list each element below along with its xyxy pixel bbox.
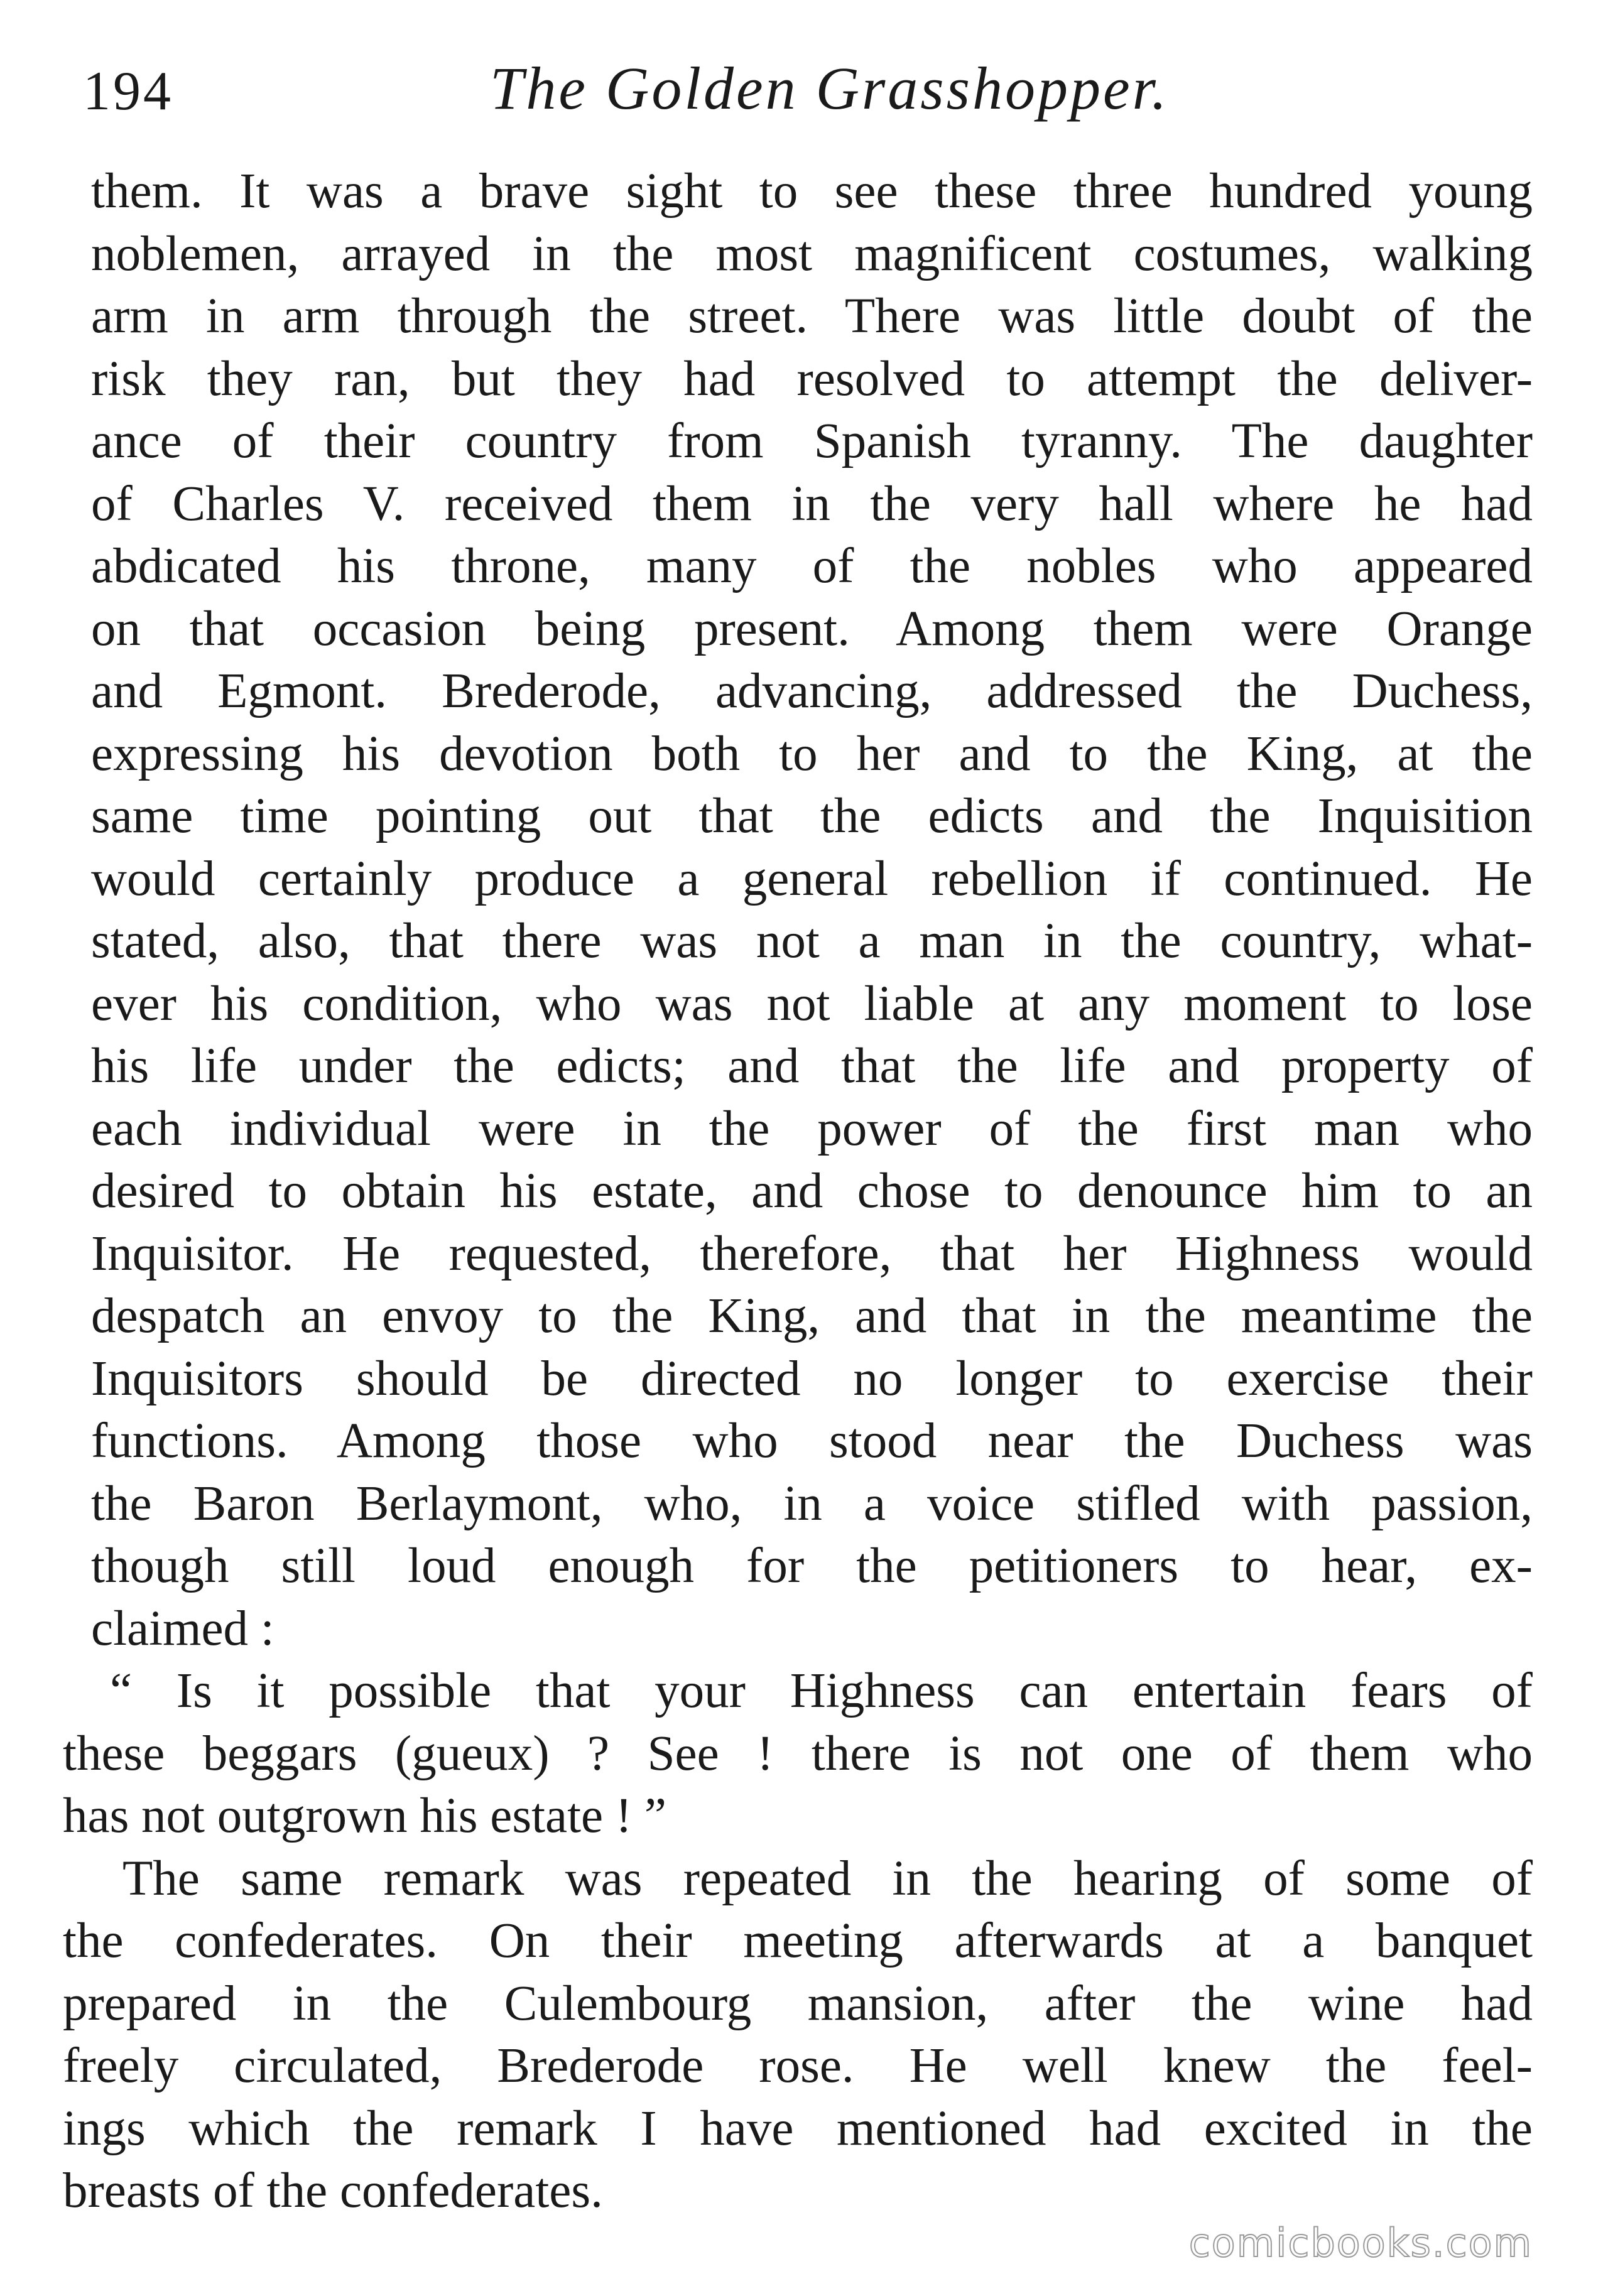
- text-line: prepared in the Culembourg mansion, after the wine had: [63, 1976, 1533, 2031]
- text-line: same time pointing out that the edicts and the Inquisition: [91, 789, 1533, 843]
- text-line: Inquisitor. He requested, therefore, that her Highness would: [91, 1226, 1533, 1281]
- text-line: ings which the remark I have mentioned had excited in the: [63, 2101, 1533, 2156]
- text-line: Inquisitors should be directed no longer to exercise their: [91, 1351, 1533, 1406]
- running-title: The Golden Grasshopper.: [490, 55, 1170, 122]
- text-line: on that occasion being present. Among them were Orange: [91, 601, 1533, 656]
- text-line: stated, also, that there was not a man in the country, what-: [91, 914, 1533, 968]
- paragraph-2-quote: [63, 1660, 1533, 1848]
- text-line: and Egmont. Brederode, advancing, addressed the Duchess,: [91, 664, 1533, 718]
- text-line: expressing his devotion both to her and to the King, at the: [91, 726, 1533, 781]
- text-line: the Baron Berlaymont, who, in a voice stifled with passion,: [91, 1476, 1533, 1531]
- body-text: [63, 160, 1533, 2223]
- text-line: his life under the edicts; and that the life and property of: [91, 1039, 1533, 1093]
- paragraph-1: [63, 160, 1533, 1660]
- text-line: breasts of the confederates.: [63, 2163, 603, 2218]
- text-line: desired to obtain his estate, and chose to denounce him to an: [91, 1164, 1533, 1218]
- page-header: [0, 47, 1608, 141]
- text-line: arm in arm through the street. There was little doubt of the: [91, 289, 1533, 344]
- paragraph-3: [63, 1848, 1533, 2223]
- text-line: of Charles V. received them in the very hall where he had: [91, 476, 1533, 531]
- text-line: abdicated his throne, many of the nobles who appeared: [91, 539, 1533, 593]
- text-line: risk they ran, but they had resolved to attempt the deliver-: [91, 351, 1533, 406]
- text-line: ance of their country from Spanish tyranny. The daughter: [91, 414, 1533, 468]
- text-line: despatch an envoy to the King, and that in the meantime the: [91, 1289, 1533, 1343]
- text-line: the confederates. On their meeting afterwards at a banquet: [63, 1914, 1533, 1968]
- text-line: freely circulated, Brederode rose. He well knew the feel-: [63, 2039, 1533, 2093]
- text-line: each individual were in the power of the first man who: [91, 1101, 1533, 1156]
- text-line: functions. Among those who stood near the Duchess was: [91, 1414, 1533, 1468]
- text-line: claimed :: [91, 1601, 274, 1656]
- watermark-logo: comicbooks.com: [1188, 2220, 1533, 2266]
- text-line: “ Is it possible that your Highness can entertain fears of: [110, 1664, 1533, 1718]
- text-line: The same remark was repeated in the hearing of some of: [122, 1851, 1533, 1906]
- text-line: them. It was a brave sight to see these three hundred young: [91, 164, 1533, 219]
- text-line: though still loud enough for the petitioners to hear, ex-: [91, 1539, 1533, 1593]
- text-line: would certainly produce a general rebellion if continued. He: [91, 851, 1533, 906]
- text-line: has not outgrown his estate ! ”: [63, 1789, 666, 1843]
- page-number: 194: [83, 61, 173, 122]
- text-line: ever his condition, who was not liable at any moment to lose: [91, 976, 1533, 1031]
- text-line: these beggars (gueux) ? See ! there is not one of them who: [63, 1726, 1533, 1781]
- text-line: noblemen, arrayed in the most magnificent costumes, walking: [91, 226, 1533, 281]
